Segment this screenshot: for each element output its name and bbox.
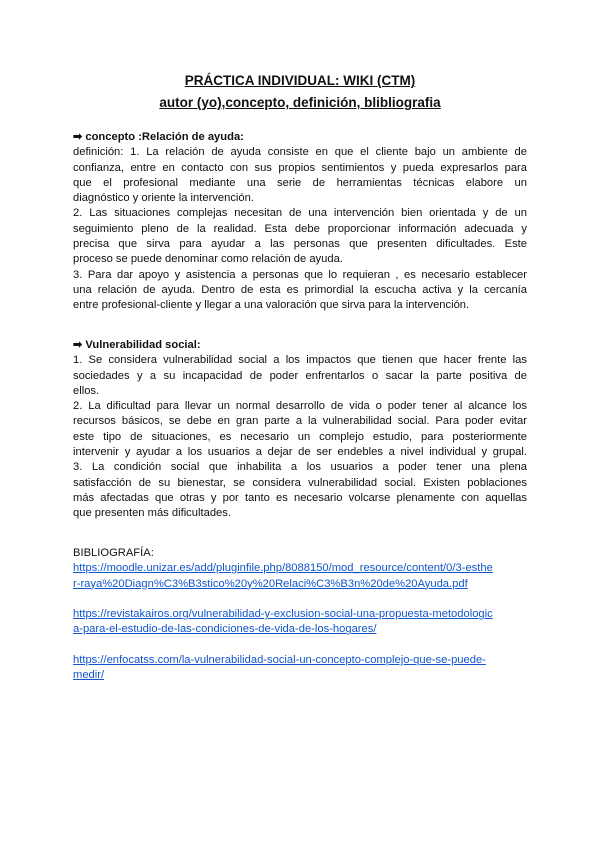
document-title: PRÁCTICA INDIVIDUAL: WIKI (CTM)	[184, 73, 416, 88]
bibliography-link-enfocatss[interactable]	[73, 653, 527, 684]
blank-line	[73, 638, 527, 653]
arrow-right-icon: ➡	[73, 131, 83, 143]
link-line: https://revistakairos.org/vulnerabilidad-y-exclusion-social-una-propuesta-metodologic	[73, 608, 493, 621]
concept-line: 3. Para dar apoyo y asistencia a personas que lo requieran , es necesario establecer	[73, 268, 527, 281]
concept-heading	[73, 130, 527, 145]
link-line: a-para-el-estudio-de-las-condiciones-de-vida-de-los-hogares/	[73, 623, 377, 636]
link-line: medir/	[73, 669, 105, 682]
vulnerability-line: 2. La dificultad para llevar un normal desarrollo de vida o poder tener al alcance los	[73, 400, 527, 413]
concept-line: 2. Las situaciones complejas necesitan de una intervención bien orientada y de un	[73, 207, 527, 220]
concept-line: precisa que sirva para ayudar a las personas que presenten dificultades. Este	[73, 238, 527, 251]
vulnerability-section	[73, 338, 527, 522]
vulnerability-heading-text: Vulnerabilidad social:	[85, 339, 201, 351]
vulnerability-line: sociedades y a su incapacidad de poder enfrentarlos o sacar la parte positiva de	[73, 369, 527, 382]
concept-line: que el profesional mediante una serie de herramientas técnicas elabore un	[73, 176, 527, 189]
blank-line	[73, 592, 527, 607]
link-line: https://enfocatss.com/la-vulnerabilidad-social-un-concepto-complejo-que-se-puede-	[73, 654, 486, 667]
concept-line: definición: 1. La relación de ayuda consiste en que el cliente bajo un ambiente de	[73, 146, 527, 159]
vulnerability-line: 3. La condición social que inhabilita a los usuarios a poder tener una plena	[73, 461, 527, 474]
bibliography-link-moodle[interactable]	[73, 561, 527, 592]
bibliography-section	[73, 546, 527, 684]
bibliography-heading: BIBLIOGRAFÍA:	[73, 547, 154, 559]
concept-line: entre profesional-cliente y llegar a una valoración que sirva para la intervención.	[73, 299, 470, 312]
concept-line: diagnóstico y oriente la intervención.	[73, 192, 254, 205]
concept-line: una relación de ayuda. Dentro de esta es primordial la escucha activa y la cercanía	[73, 283, 527, 296]
concept-line: seguimiento pleno de la realidad. Esta debe proporcionar información adecuada y	[73, 222, 527, 235]
document-subtitle: autor (yo),concepto, definición, blibliografia	[159, 95, 441, 110]
vulnerability-line: que presenten más dificultades.	[73, 507, 231, 520]
link-line: https://moodle.unizar.es/add/pluginfile.php/8088150/mod_resource/content/0/3-esthe	[73, 562, 493, 575]
arrow-right-icon: ➡	[73, 339, 83, 351]
link-line: r-raya%20Diagn%C3%B3stico%20y%20Relaci%C3%B3n%20de%20Ayuda.pdf	[73, 577, 468, 590]
vulnerability-line: recursos básicos, se debe en gran parte a la vulnerabilidad social. Para poder evitar	[73, 415, 527, 428]
concept-heading-text: concepto :Relación de ayuda:	[85, 131, 244, 143]
vulnerability-line: 1. Se considera vulnerabilidad social a los impactos que tienen que hacer frente las	[73, 354, 527, 367]
vulnerability-line: ellos.	[73, 384, 100, 397]
vulnerability-line: más afectadas que otras y por tanto es necesario volcarse plenamente con aquellas	[73, 491, 527, 504]
vulnerability-line: intervenir y ayudar a los usuarios a dejar de ser endebles a nivel individual y grupal.	[73, 446, 527, 459]
concept-line: proceso se puede denominar como relación de ayuda.	[73, 253, 343, 266]
concept-section	[73, 130, 527, 314]
vulnerability-heading	[73, 338, 527, 353]
vulnerability-line: satisfacción de su bienestar, se considera vulnerabilidad social. Existen poblaciones	[73, 476, 527, 489]
bibliography-link-revistakairos[interactable]	[73, 607, 527, 638]
vulnerability-line: este tipo de situaciones, es necesario un complejo estudio, para posteriormente	[73, 430, 527, 443]
concept-line: confianza, entre en contacto con sus propios sentimientos y pueda expresarlos para	[73, 161, 527, 174]
